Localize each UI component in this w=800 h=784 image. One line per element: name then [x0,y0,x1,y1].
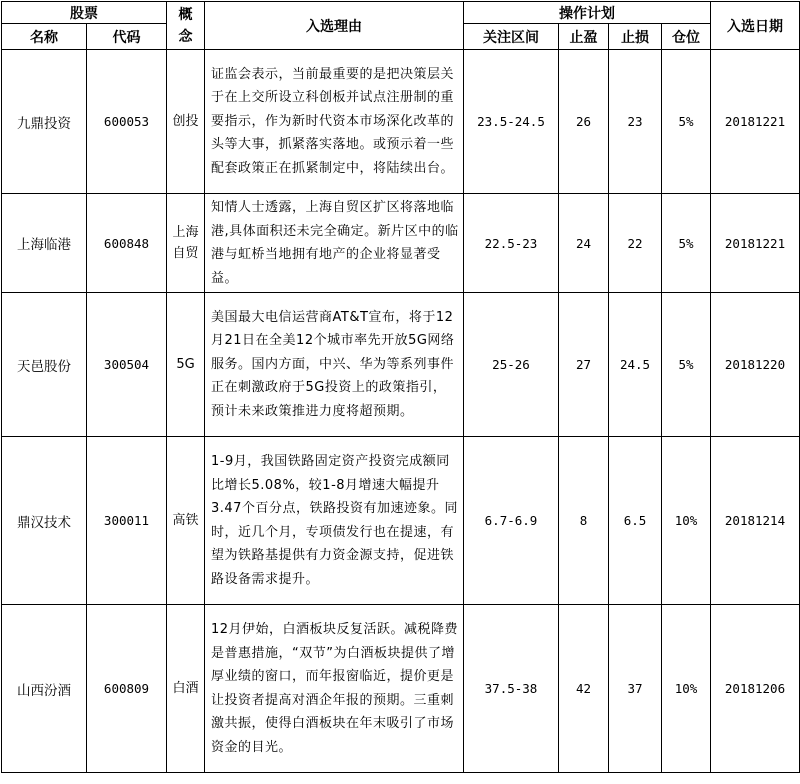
concept-tag: 高铁 [167,437,205,605]
stock-code: 300011 [87,437,167,605]
table-row [2,50,800,194]
table-row [2,194,800,293]
stock-name: 天邑股份 [2,293,87,437]
header-stock: 股票 [2,2,167,24]
position: 10% [662,437,711,605]
position: 10% [662,605,711,773]
header-code: 代码 [87,24,167,50]
focus-range: 22.5-23 [464,194,559,293]
take-profit: 26 [559,50,609,194]
header-take-profit: 止盈 [559,24,609,50]
selection-reason: 知情人士透露，上海自贸区扩区将落地临港,具体面积还未完全确定。新片区中的临港与虹桥当地拥有地产的企业将显著受益。 [205,194,464,293]
header-concept: 概念 [167,2,205,50]
table-row [2,293,800,437]
position: 5% [662,293,711,437]
take-profit: 24 [559,194,609,293]
stock-code: 300504 [87,293,167,437]
focus-range: 23.5-24.5 [464,50,559,194]
take-profit: 27 [559,293,609,437]
selection-reason: 1-9月，我国铁路固定资产投资完成额同比增长5.08%，较1-8月增速大幅提升3.47个百分点，铁路投资有加速迹象。同时，近几个月，专项债发行也在提速，有望为铁路基提供有力资金源支持，促进铁路设备需求提升。 [205,437,464,605]
selection-reason: 美国最大电信运营商AT&T宣布，将于12月21日在全美12个城市率先开放5G网络服务。国内方面，中兴、华为等系列事件正在刺激政府于5G投资上的政策指引，预计未来政策推进力度将超预期。 [205,293,464,437]
selection-date: 20181206 [711,605,800,773]
stop-loss: 6.5 [609,437,662,605]
stock-code: 600809 [87,605,167,773]
stock-name: 上海临港 [2,194,87,293]
table-row [2,437,800,605]
selection-date: 20181221 [711,50,800,194]
stock-name: 鼎汉技术 [2,437,87,605]
selection-date: 20181220 [711,293,800,437]
header-plan: 操作计划 [464,2,711,24]
stop-loss: 23 [609,50,662,194]
stock-code: 600848 [87,194,167,293]
header-name: 名称 [2,24,87,50]
concept-tag: 5G [167,293,205,437]
selection-reason: 12月伊始，白酒板块反复活跃。减税降费是普惠措施，“双节”为白酒板块提供了增厚业绩的窗口，而年报窗临近，提价更是让投资者提高对酒企年报的预期。三重刺激共振，使得白酒板块在年末吸引了市场资金的目光。 [205,605,464,773]
table-row [2,605,800,773]
stock-code: 600053 [87,50,167,194]
take-profit: 42 [559,605,609,773]
header-reason: 入选理由 [205,2,464,50]
header-date: 入选日期 [711,2,800,50]
stop-loss: 24.5 [609,293,662,437]
selection-reason: 证监会表示，当前最重要的是把决策层关于在上交所设立科创板并试点注册制的重要指示，作为新时代资本市场深化改革的头等大事，抓紧落实落地。或预示着一些配套政策正在抓紧制定中，将陆续出台。 [205,50,464,194]
position: 5% [662,50,711,194]
stock-name: 九鼎投资 [2,50,87,194]
focus-range: 37.5-38 [464,605,559,773]
take-profit: 8 [559,437,609,605]
position: 5% [662,194,711,293]
stop-loss: 22 [609,194,662,293]
concept-tag: 上海自贸 [167,194,205,293]
stock-name: 山西汾酒 [2,605,87,773]
concept-tag: 白酒 [167,605,205,773]
selection-date: 20181214 [711,437,800,605]
concept-tag: 创投 [167,50,205,194]
header-focus-range: 关注区间 [464,24,559,50]
header-position: 仓位 [662,24,711,50]
header-stop-loss: 止损 [609,24,662,50]
stop-loss: 37 [609,605,662,773]
focus-range: 25-26 [464,293,559,437]
stock-pick-table [1,1,800,773]
selection-date: 20181221 [711,194,800,293]
focus-range: 6.7-6.9 [464,437,559,605]
